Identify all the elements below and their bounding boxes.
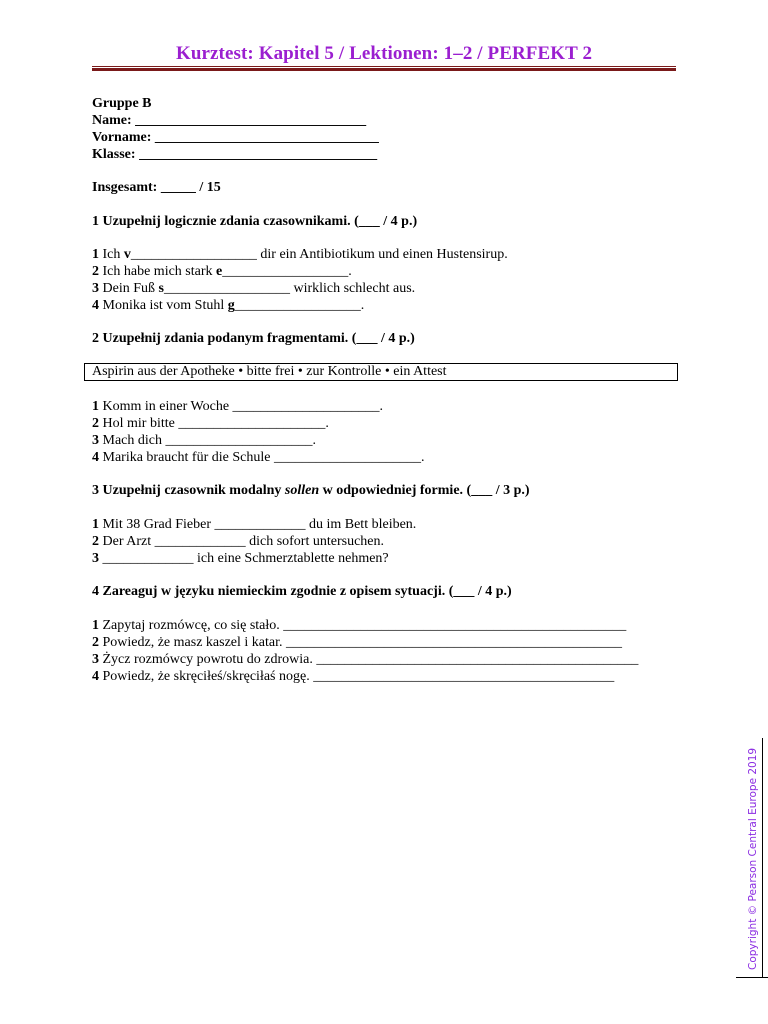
total-score: Insgesamt: _____ / 15 (92, 180, 221, 195)
copyright-area (727, 738, 767, 970)
section-1-item: 2 Ich habe mich stark e__________________. (92, 264, 352, 279)
group-label: Gruppe B (92, 96, 152, 111)
firstname-field: Vorname: ________________________________ (92, 130, 379, 145)
corner-line-horizontal (736, 977, 768, 978)
section-4-item: 4 Powiedz, że skręciłeś/skręciłaś nogę. ___________________________________________ (92, 669, 615, 684)
section-2-heading: 2 Uzupełnij zdania podanym fragmentami. (___ / 4 p.) (92, 331, 415, 346)
class-field: Klasse: __________________________________ (92, 147, 378, 162)
section-2-item: 4 Marika braucht für die Schule _____________________. (92, 450, 425, 465)
title-rule-thin (92, 66, 676, 67)
section-3-item: 2 Der Arzt _____________ dich sofort untersuchen. (92, 534, 384, 549)
page-title: Kurztest: Kapitel 5 / Lektionen: 1–2 / PERFEKT 2 (175, 43, 593, 64)
section-1-item: 4 Monika ist vom Stuhl g__________________. (92, 298, 365, 313)
section-4-item: 3 Życz rozmówcy powrotu do zdrowia. ______________________________________________ (92, 652, 639, 667)
name-field: Name: _________________________________ (92, 113, 367, 128)
section-2-item: 3 Mach dich _____________________. (92, 433, 316, 448)
copyright-text: Copyright © Pearson Central Europe 2019 (747, 747, 759, 970)
section-2-item: 2 Hol mir bitte _____________________. (92, 416, 329, 431)
section-2-item: 1 Komm in einer Woche _____________________. (92, 399, 384, 414)
section-1-item: 1 Ich v__________________ dir ein Antibiotikum und einen Hustensirup. (92, 247, 508, 262)
section-1-heading: 1 Uzupełnij logicznie zdania czasownikami. (___ / 4 p.) (92, 214, 418, 229)
corner-line-vertical (762, 738, 763, 978)
section-1-item: 3 Dein Fuß s__________________ wirklich schlecht aus. (92, 281, 416, 296)
section-4-heading: 4 Zareaguj w języku niemieckim zgodnie z opisem sytuacji. (___ / 4 p.) (92, 584, 512, 599)
title-rule-thick (92, 68, 676, 71)
section-3-item: 3 _____________ ich eine Schmerztablette nehmen? (92, 551, 389, 566)
word-bank-box: Aspirin aus der Apotheke • bitte frei • zur Kontrolle • ein Attest (84, 363, 678, 381)
section-4-item: 1 Zapytaj rozmówcę, co się stało. _________________________________________________ (92, 618, 627, 633)
section-3-item: 1 Mit 38 Grad Fieber _____________ du im Bett bleiben. (92, 517, 417, 532)
section-3-heading: 3 Uzupełnij czasownik modalny sollen w odpowiedniej formie. (___ / 3 p.) (92, 483, 530, 498)
section-4-item: 2 Powiedz, że masz kaszel i katar. ________________________________________________ (92, 635, 622, 650)
